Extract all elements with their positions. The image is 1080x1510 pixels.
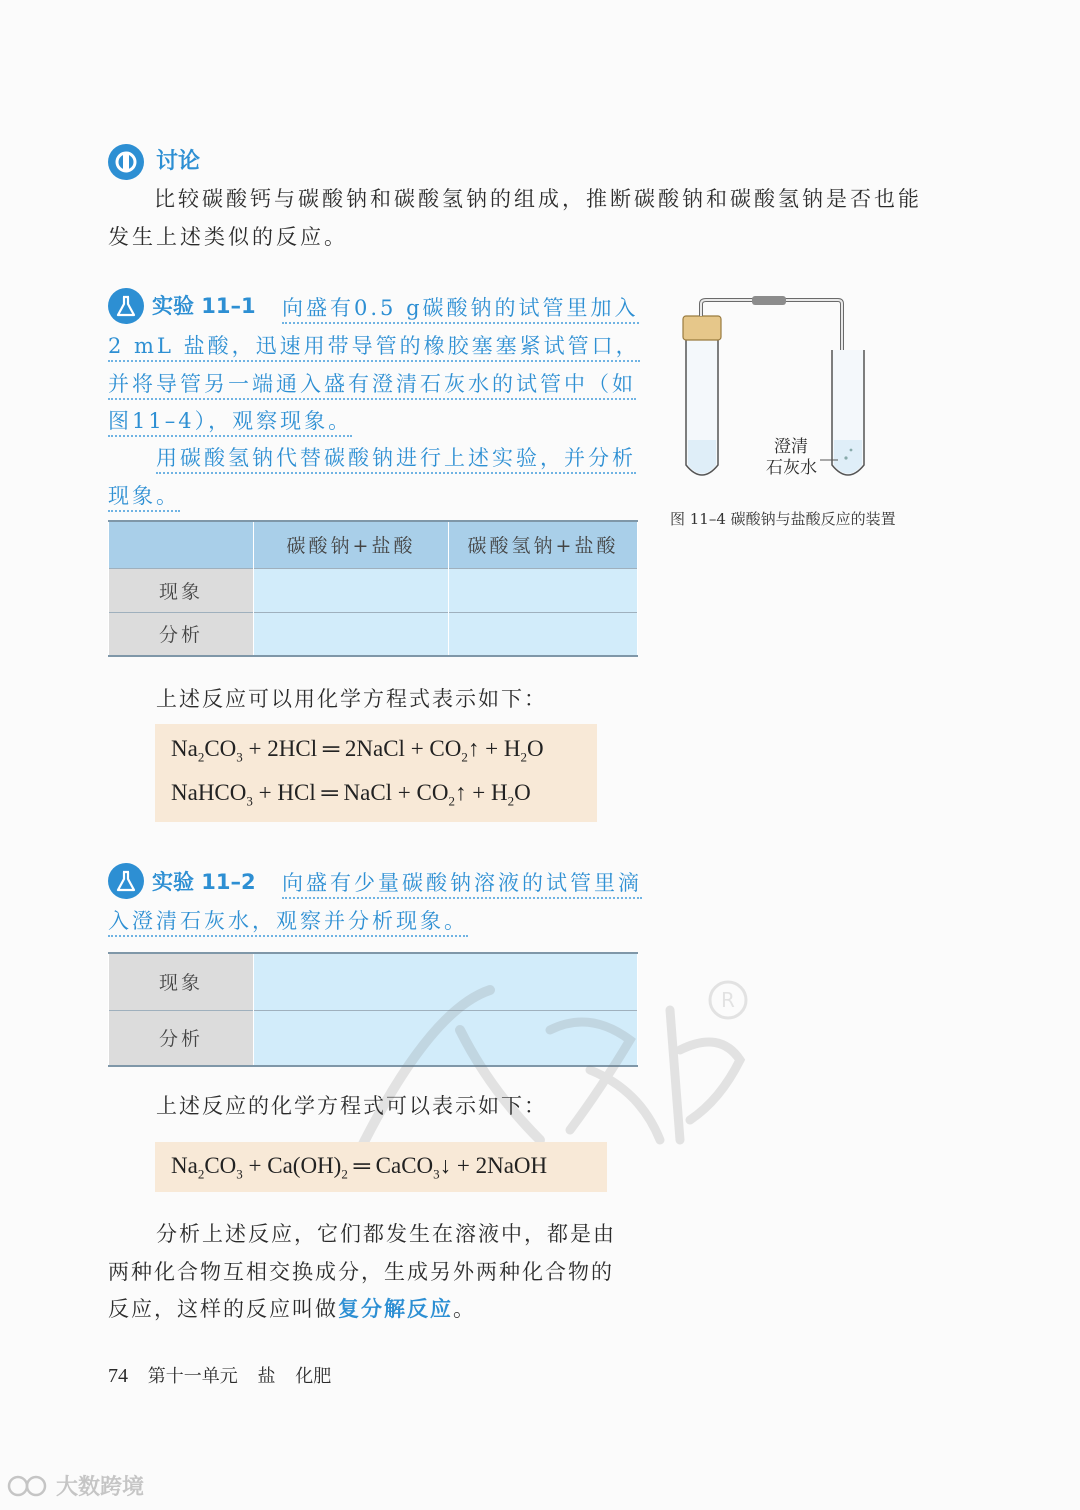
svg-text:R: R (721, 988, 735, 1012)
chapter-topic-1: 盐 (257, 1366, 276, 1387)
exp1-line-4 (108, 405, 352, 435)
exp1-intro: 上述反应可以用化学方程式表示如下： (156, 687, 547, 711)
exp2-line-2 (108, 905, 468, 935)
figure-caption: 图 11–4 碳酸钠与盐酸反应的装置 (670, 510, 896, 528)
exp1-line-6-text: 现象。 (108, 484, 180, 512)
exp1-line-2 (108, 330, 640, 360)
exp2-line-1-text: 向盛有少量碳酸钠溶液的试管里滴 (282, 871, 642, 899)
discussion-icon (108, 144, 144, 180)
exp1-table (108, 520, 638, 657)
exp1-line-2-text: 2 mL 盐酸，迅速用带导管的橡胶塞塞紧试管口， (108, 334, 640, 362)
exp1-line-5-text: 用碳酸氢钠代替碳酸钠进行上述实验，并分析 (156, 446, 636, 474)
discussion-section (108, 140, 928, 250)
exp1-line-4-text: 图11–4），观察现象。 (108, 409, 352, 437)
flask-icon (108, 863, 144, 899)
exp2-line-2-text: 入澄清石灰水，观察并分析现象。 (108, 909, 468, 937)
equation-na2co3-caoh2: $Na_2CO_3 + Ca(OH)_2$ ═ CaCO$_3$↓ + 2NaOH (171, 1153, 548, 1182)
conclusion-line-3-suffix: 。 (453, 1297, 476, 1321)
equation-nahco3-hcl: NaHCO$_3$ + HCl ═ NaCl + $CO_2↑ + H_2O$ (171, 780, 531, 809)
exp1-row-label-analysis: 分析 (109, 612, 254, 656)
exp1-cell-analysis-2[interactable] (449, 612, 638, 656)
equation-box-2 (155, 1142, 607, 1192)
conclusion-line-2: 两种化合物互相交换成分，生成另外两种化合物的 (108, 1260, 614, 1284)
key-term: 复分解反应 (338, 1297, 453, 1321)
exp1-header-col2: 碳酸氢钠+盐酸 (449, 521, 638, 568)
exp1-header-col1: 碳酸钠+盐酸 (254, 521, 449, 568)
exp1-line-1-text: 向盛有0.5 g碳酸钠的试管里加入 (282, 296, 639, 324)
exp1-header-empty (109, 521, 254, 568)
exp1-cell-phenomenon-1[interactable] (254, 568, 449, 612)
discussion-line-2: 发生上述类似的反应。 (108, 225, 348, 249)
lime-water-label-1: 澄清 (774, 437, 808, 457)
source-watermark (6, 1470, 144, 1501)
watermark-icon (6, 1472, 50, 1500)
exp1-title: 实验 11–1 (152, 294, 256, 318)
exp1-line-1 (282, 292, 639, 322)
conclusion-line-1: 分析上述反应，它们都发生在溶液中，都是由 (156, 1222, 616, 1246)
conclusion-line-3 (108, 1293, 476, 1323)
publisher-watermark-logo (340, 970, 760, 1170)
exp2-intro: 上述反应的化学方程式可以表示如下： (156, 1094, 547, 1118)
exp1-line-5 (156, 442, 636, 472)
page-footer (108, 1362, 331, 1388)
exp1-table-row (109, 612, 638, 656)
exp2-row-label-phenomenon: 现象 (109, 953, 254, 1010)
flask-icon (108, 288, 144, 324)
apparatus-figure (670, 290, 930, 540)
exp2-title: 实验 11–2 (152, 870, 256, 894)
exp1-row-label-phenomenon: 现象 (109, 568, 254, 612)
equation-box-1 (155, 724, 597, 822)
discussion-title: 讨论 (156, 149, 201, 174)
exp1-cell-phenomenon-2[interactable] (449, 568, 638, 612)
exp1-line-6 (108, 480, 180, 510)
exp1-cell-analysis-1[interactable] (254, 612, 449, 656)
exp1-table-row (109, 568, 638, 612)
exp2-row-label-analysis: 分析 (109, 1010, 254, 1066)
chapter-topic-2: 化肥 (295, 1366, 332, 1387)
conclusion-line-3-prefix: 反应，这样的反应叫做 (108, 1297, 338, 1321)
exp1-line-3-text: 并将导管另一端通入盛有澄清石灰水的试管中（如 (108, 372, 636, 400)
page-number: 74 (108, 1365, 128, 1387)
discussion-line-1: 比较碳酸钙与碳酸钠和碳酸氢钠的组成，推断碳酸钠和碳酸氢钠是否也能 (154, 187, 922, 211)
equation-na2co3-hcl: $Na_2CO_3 + 2HCl$ ═ 2NaCl + $CO_2↑ + H_2O$ (171, 736, 544, 765)
exp1-table-header (109, 521, 638, 568)
exp2-line-1 (282, 867, 642, 897)
watermark-text: 大数跨境 (56, 1475, 145, 1500)
exp1-line-3 (108, 368, 636, 398)
chapter-name: 第十一单元 (147, 1366, 238, 1387)
lime-water-label-2: 石灰水 (766, 458, 817, 478)
